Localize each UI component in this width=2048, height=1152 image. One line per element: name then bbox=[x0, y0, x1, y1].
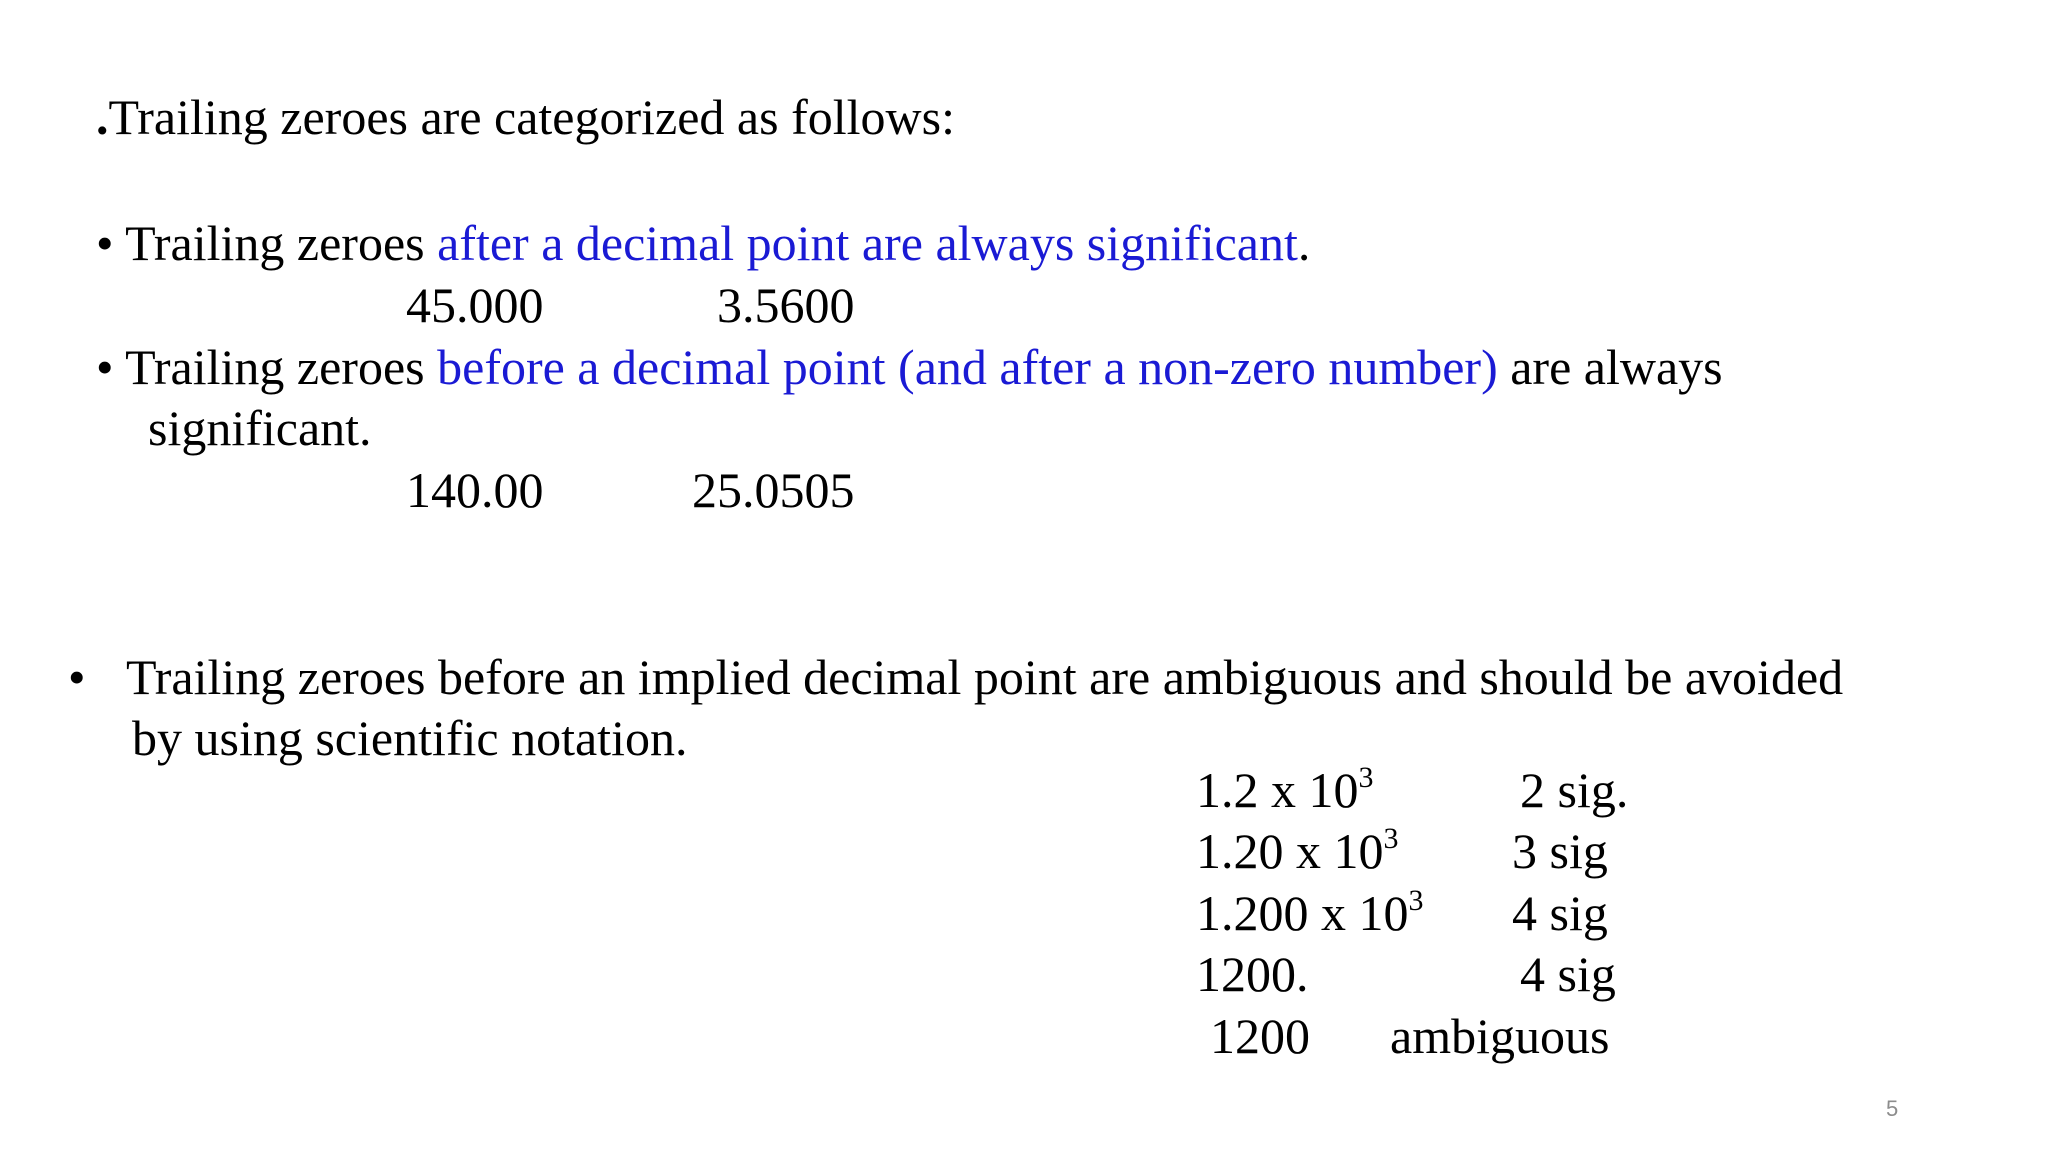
rule-prefix: Trailing zeroes bbox=[125, 215, 438, 271]
intro-text: Trailing zeroes are categorized as follows: bbox=[108, 89, 955, 145]
sig-count: 2 sig. bbox=[1520, 762, 1629, 818]
rule-highlight: before a decimal point (and after a non-zero number) bbox=[437, 339, 1498, 395]
sig-count: 4 sig bbox=[1520, 946, 1616, 1002]
notation-mantissa bbox=[1210, 1008, 1310, 1064]
sig-count: ambiguous bbox=[1390, 1008, 1610, 1064]
mantissa-text: 1.200 x 10 bbox=[1196, 885, 1409, 941]
rule-suffix: . bbox=[1297, 215, 1311, 271]
notation-mantissa bbox=[1196, 946, 1309, 1002]
notation-mantissa bbox=[1196, 822, 1399, 879]
mantissa-text: 1200. bbox=[1196, 946, 1309, 1002]
ambiguous-rule-line2: by using scientific notation. bbox=[132, 710, 688, 766]
bullet: • bbox=[96, 339, 114, 395]
sig-count: 3 sig bbox=[1512, 823, 1608, 879]
mantissa-text: 1.2 x 10 bbox=[1196, 762, 1359, 818]
example-value: 140.00 bbox=[406, 462, 544, 518]
mantissa-text: 1200 bbox=[1210, 1008, 1310, 1064]
rule-continuation: significant. bbox=[148, 400, 372, 456]
rule-after-decimal bbox=[96, 215, 1311, 271]
sig-count: 4 sig bbox=[1512, 885, 1608, 941]
notation-mantissa bbox=[1196, 884, 1424, 941]
example-value: 25.0505 bbox=[692, 462, 855, 518]
bullet: • bbox=[68, 649, 86, 705]
example-value: 3.5600 bbox=[717, 277, 855, 333]
notation-mantissa bbox=[1196, 761, 1374, 818]
mantissa-text: 1.20 x 10 bbox=[1196, 823, 1384, 879]
intro-dot: . bbox=[96, 89, 109, 145]
example-value: 45.000 bbox=[406, 277, 544, 333]
exponent: 3 bbox=[1358, 761, 1374, 794]
page-number: 5 bbox=[1886, 1096, 1899, 1121]
exponent: 3 bbox=[1383, 822, 1399, 855]
ambiguous-rule-line1: Trailing zeroes before an implied decimal point are ambiguous and should be avoided bbox=[126, 649, 1844, 705]
exponent: 3 bbox=[1408, 884, 1424, 917]
rule-suffix: are always bbox=[1497, 339, 1723, 395]
rule-before-decimal bbox=[96, 339, 1723, 395]
bullet: • bbox=[96, 215, 114, 271]
intro-line bbox=[96, 89, 955, 145]
rule-prefix: Trailing zeroes bbox=[125, 339, 438, 395]
rule-highlight: after a decimal point are always significant bbox=[437, 215, 1298, 271]
